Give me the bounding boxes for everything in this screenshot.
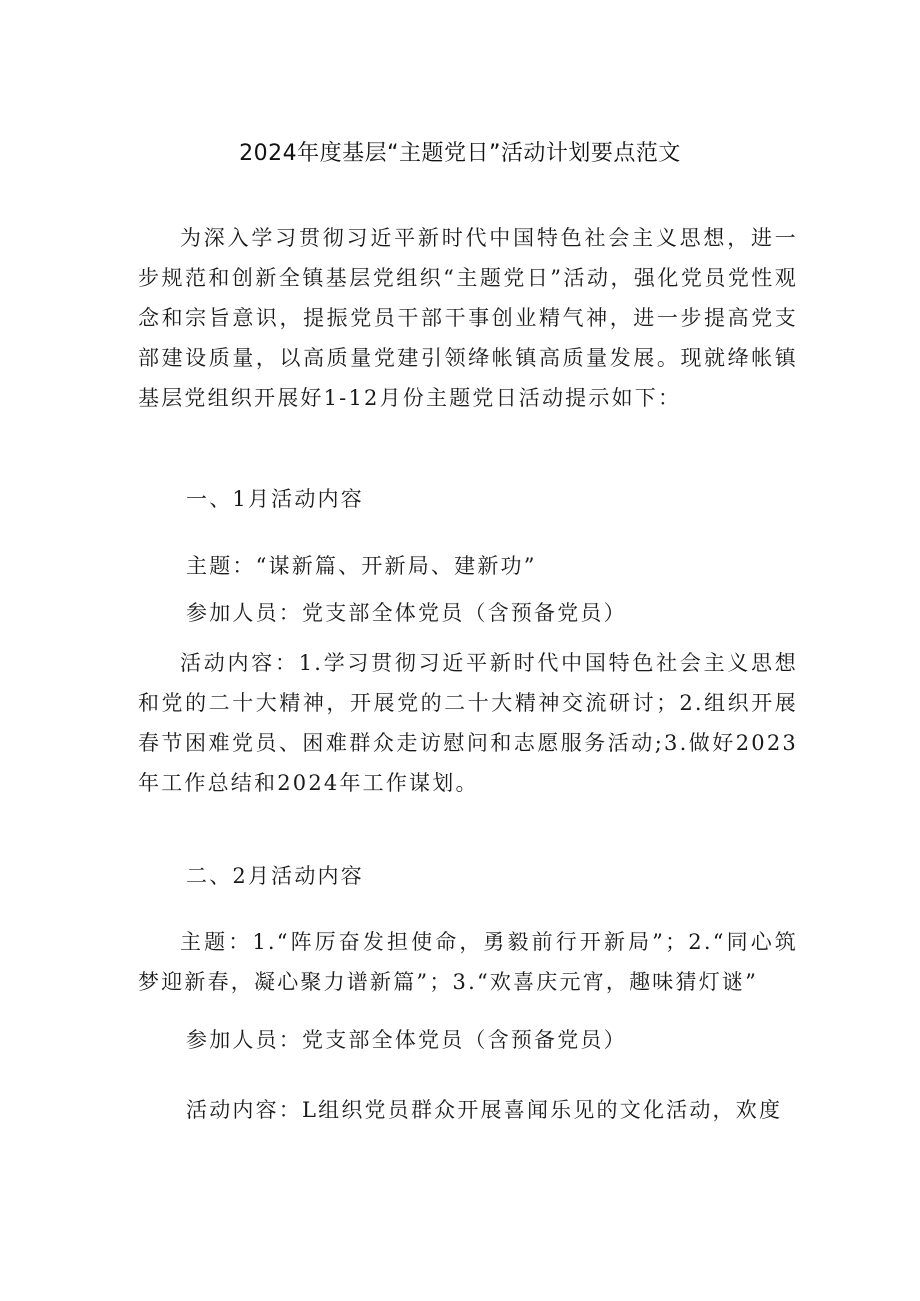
document-title: 2024年度基层“主题党日”活动计划要点范文 <box>239 141 681 166</box>
section-1-participants: 参加人员：党支部全体党员（含预备党员） <box>186 601 627 625</box>
section-2-activity: 活动内容：L组织党员群众开展喜闻乐见的文化活动，欢度 <box>186 1098 783 1122</box>
section-1-activity: 活动内容：1.学习贯彻习近平新时代中国特色社会主义思想和党的二十大精神，开展党的二十大精神交流研讨；2.组织开展春节困难党员、困难群众走访慰问和志愿服务活动;3.做好2023年工作总结和2024年工作谋划。 <box>138 651 798 795</box>
section-2-heading: 二、2月活动内容 <box>186 864 364 888</box>
intro-paragraph: 为深入学习贯彻习近平新时代中国特色社会主义思想，进一步规范和创新全镇基层党组织“主题党日”活动，强化党员党性观念和宗旨意识，提振党员干部干事创业精气神，进一步提高党支部建设质量，以高质量党建引领绛帐镇高质量发展。现就绛帐镇基层党组织开展好1-12月份主题党日活动提示如下： <box>138 226 798 410</box>
section-2-participants: 参加人员：党支部全体党员（含预备党员） <box>186 1028 627 1052</box>
section-2-theme: 主题：1.“阵厉奋发担使命，勇毅前行开新局”；2.“同心筑梦迎新春，凝心聚力谱新篇”；3.“欢喜庆元宵，趣味猜灯谜” <box>138 930 798 994</box>
section-1-heading: 一、1月活动内容 <box>186 487 364 511</box>
section-1-theme: 主题：“谋新篇、开新局、建新功” <box>186 554 537 578</box>
